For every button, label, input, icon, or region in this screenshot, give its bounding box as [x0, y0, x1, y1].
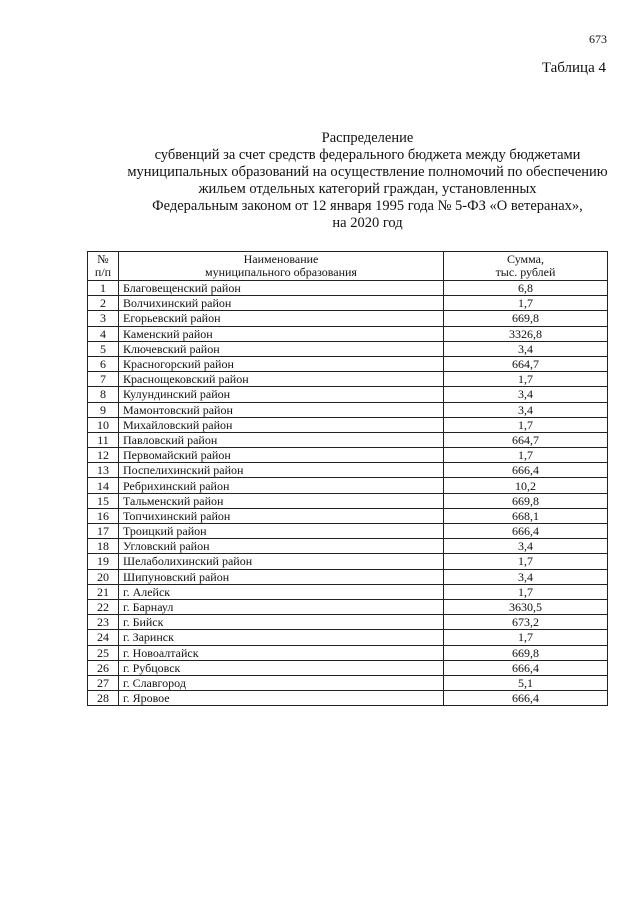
- amount-cell: 3,4: [444, 402, 608, 417]
- municipality-name-cell: Павловский район: [119, 432, 444, 447]
- amount-cell: 3,4: [444, 569, 608, 584]
- municipality-name-cell: Красногорский район: [119, 356, 444, 371]
- municipality-name-cell: г. Яровое: [119, 691, 444, 706]
- row-number-cell: 18: [88, 539, 119, 554]
- amount-cell: 669,8: [444, 311, 608, 326]
- header-name-line1: Наименование: [243, 252, 319, 266]
- table-body: [88, 281, 608, 706]
- municipality-name-cell: Каменский район: [119, 326, 444, 341]
- document-title: [80, 130, 640, 232]
- municipality-name-cell: Кулундинский район: [119, 387, 444, 402]
- amount-cell: 669,8: [444, 645, 608, 660]
- amount-cell: 5,1: [444, 675, 608, 690]
- amount-cell: 1,7: [444, 448, 608, 463]
- title-line: субвенций за счет средств федерального бюджета между бюджетами: [154, 147, 581, 163]
- row-number-cell: 24: [88, 630, 119, 645]
- row-number-cell: 1: [88, 281, 119, 296]
- table-row: [88, 311, 608, 326]
- row-number-cell: 27: [88, 675, 119, 690]
- amount-cell: 1,7: [444, 372, 608, 387]
- row-number-cell: 2: [88, 296, 119, 311]
- table-row: [88, 417, 608, 432]
- municipality-name-cell: Шелаболихинский район: [119, 554, 444, 569]
- municipality-name-cell: г. Заринск: [119, 630, 444, 645]
- title-line: Федеральным законом от 12 января 1995 года № 5-ФЗ «О ветеранах»,: [152, 198, 583, 214]
- row-number-cell: 17: [88, 524, 119, 539]
- amount-cell: 666,4: [444, 524, 608, 539]
- amount-cell: 673,2: [444, 615, 608, 630]
- table-row: [88, 584, 608, 599]
- amount-cell: 1,7: [444, 584, 608, 599]
- amount-cell: 1,7: [444, 296, 608, 311]
- row-number-cell: 28: [88, 691, 119, 706]
- municipality-name-cell: Первомайский район: [119, 448, 444, 463]
- amount-cell: 3,4: [444, 539, 608, 554]
- table-header-row: [88, 252, 608, 281]
- subsidy-table: [87, 251, 608, 706]
- row-number-cell: 14: [88, 478, 119, 493]
- row-number-cell: 3: [88, 311, 119, 326]
- row-number-cell: 25: [88, 645, 119, 660]
- row-number-cell: 19: [88, 554, 119, 569]
- municipality-name-cell: г. Алейск: [119, 584, 444, 599]
- amount-cell: 664,7: [444, 356, 608, 371]
- row-number-cell: 22: [88, 599, 119, 614]
- row-number-cell: 12: [88, 448, 119, 463]
- table-row: [88, 675, 608, 690]
- row-number-cell: 15: [88, 493, 119, 508]
- header-num-line2: п/п: [94, 265, 112, 279]
- municipality-name-cell: Михайловский район: [119, 417, 444, 432]
- table-row: [88, 645, 608, 660]
- table-row: [88, 691, 608, 706]
- municipality-name-cell: Благовещенский район: [119, 281, 444, 296]
- row-number-cell: 8: [88, 387, 119, 402]
- municipality-name-cell: Ребрихинский район: [119, 478, 444, 493]
- row-number-cell: 5: [88, 341, 119, 356]
- title-line: муниципальных образований на осуществление полномочий по обеспечению: [127, 164, 608, 180]
- table-row: [88, 326, 608, 341]
- table-row: [88, 432, 608, 447]
- municipality-name-cell: Троицкий район: [119, 524, 444, 539]
- amount-cell: 3,4: [444, 341, 608, 356]
- amount-cell: 664,7: [444, 432, 608, 447]
- page-number: 673: [589, 32, 607, 46]
- municipality-name-cell: Егорьевский район: [119, 311, 444, 326]
- table-row: [88, 524, 608, 539]
- table-row: [88, 554, 608, 569]
- row-number-cell: 10: [88, 417, 119, 432]
- title-line: Распределение: [321, 130, 414, 146]
- municipality-name-cell: г. Новоалтайск: [119, 645, 444, 660]
- municipality-name-cell: Топчихинский район: [119, 508, 444, 523]
- amount-cell: 666,4: [444, 463, 608, 478]
- row-number-cell: 13: [88, 463, 119, 478]
- table-row: [88, 599, 608, 614]
- amount-cell: 666,4: [444, 691, 608, 706]
- amount-cell: 669,8: [444, 493, 608, 508]
- table-row: [88, 281, 608, 296]
- table-row: [88, 341, 608, 356]
- municipality-name-cell: Ключевский район: [119, 341, 444, 356]
- table-row: [88, 630, 608, 645]
- row-number-cell: 21: [88, 584, 119, 599]
- amount-cell: 3630,5: [444, 599, 608, 614]
- amount-cell: 1,7: [444, 630, 608, 645]
- header-name: [119, 252, 444, 281]
- header-sum-line1: Сумма,: [507, 252, 544, 266]
- row-number-cell: 23: [88, 615, 119, 630]
- municipality-name-cell: г. Славгород: [119, 675, 444, 690]
- municipality-name-cell: Мамонтовский район: [119, 402, 444, 417]
- amount-cell: 10,2: [444, 478, 608, 493]
- row-number-cell: 26: [88, 660, 119, 675]
- header-num-line1: №: [97, 252, 109, 266]
- municipality-name-cell: Краснощековский район: [119, 372, 444, 387]
- row-number-cell: 9: [88, 402, 119, 417]
- table-row: [88, 448, 608, 463]
- header-name-line2: муниципального образования: [205, 265, 357, 279]
- municipality-name-cell: Волчихинский район: [119, 296, 444, 311]
- table-row: [88, 615, 608, 630]
- table-row: [88, 660, 608, 675]
- amount-cell: 666,4: [444, 660, 608, 675]
- amount-cell: 1,7: [444, 554, 608, 569]
- table-row: [88, 539, 608, 554]
- municipality-name-cell: г. Бийск: [119, 615, 444, 630]
- table-row: [88, 356, 608, 371]
- row-number-cell: 4: [88, 326, 119, 341]
- table-row: [88, 372, 608, 387]
- table-row: [88, 387, 608, 402]
- amount-cell: 3326,8: [444, 326, 608, 341]
- table-row: [88, 402, 608, 417]
- table-row: [88, 478, 608, 493]
- row-number-cell: 20: [88, 569, 119, 584]
- amount-cell: 3,4: [444, 387, 608, 402]
- table-label: Таблица 4: [541, 60, 606, 76]
- header-num: [88, 252, 119, 281]
- header-sum: [444, 252, 608, 281]
- row-number-cell: 11: [88, 432, 119, 447]
- table-row: [88, 508, 608, 523]
- table-row: [88, 463, 608, 478]
- amount-cell: 1,7: [444, 417, 608, 432]
- title-line: на 2020 год: [332, 215, 403, 231]
- municipality-name-cell: Тальменский район: [119, 493, 444, 508]
- table-row: [88, 569, 608, 584]
- header-sum-line2: тыс. рублей: [495, 265, 556, 279]
- amount-cell: 668,1: [444, 508, 608, 523]
- municipality-name-cell: г. Рубцовск: [119, 660, 444, 675]
- table-row: [88, 296, 608, 311]
- row-number-cell: 6: [88, 356, 119, 371]
- row-number-cell: 16: [88, 508, 119, 523]
- title-line: жильем отдельных категорий граждан, установленных: [198, 181, 537, 197]
- municipality-name-cell: г. Барнаул: [119, 599, 444, 614]
- table-row: [88, 493, 608, 508]
- municipality-name-cell: Шипуновский район: [119, 569, 444, 584]
- row-number-cell: 7: [88, 372, 119, 387]
- amount-cell: 6,8: [444, 281, 608, 296]
- municipality-name-cell: Угловский район: [119, 539, 444, 554]
- municipality-name-cell: Поспелихинский район: [119, 463, 444, 478]
